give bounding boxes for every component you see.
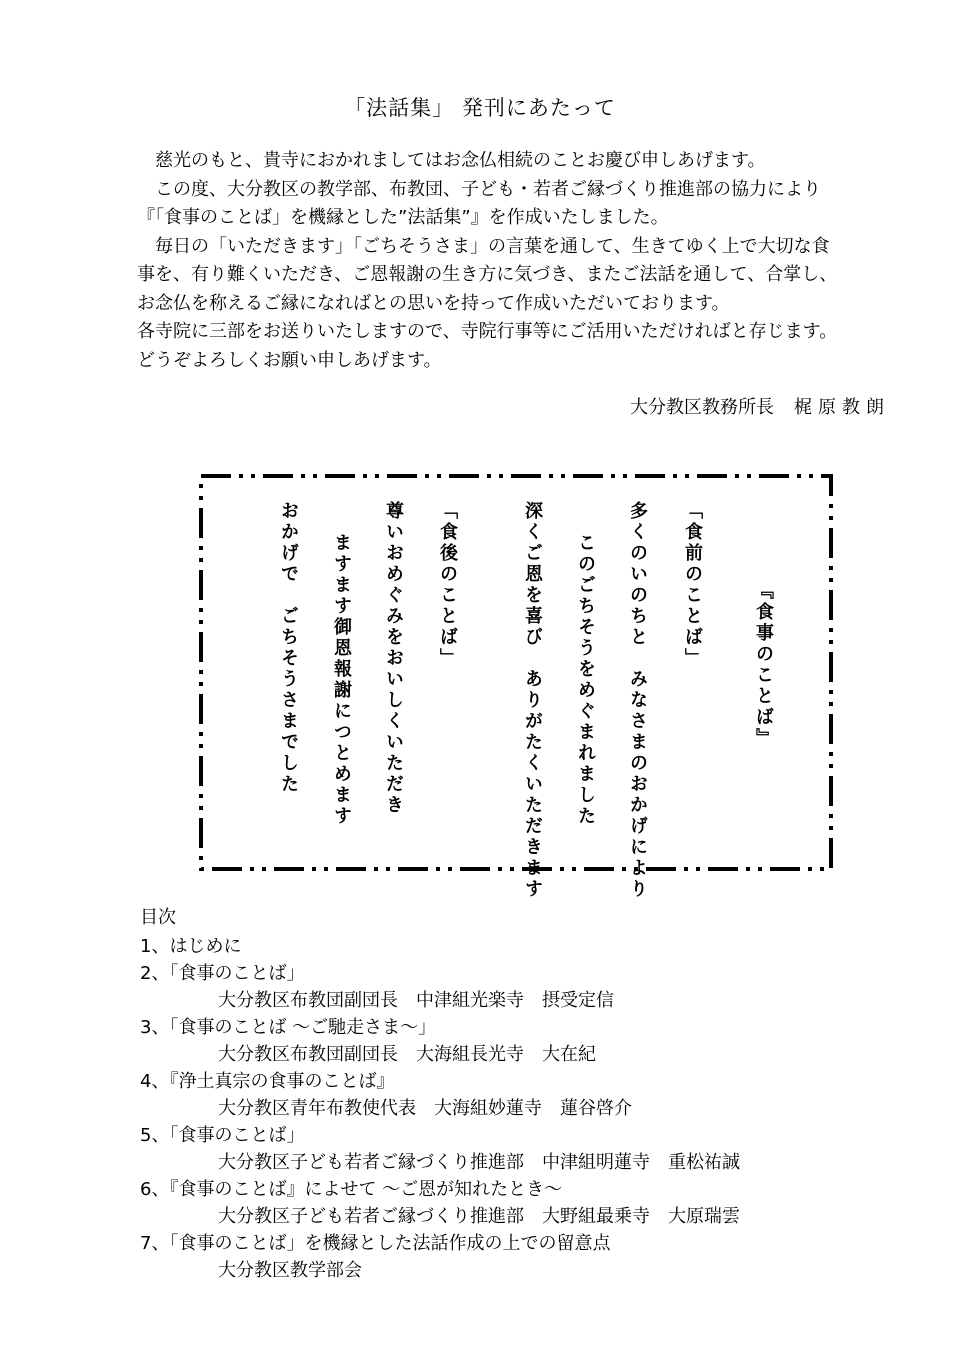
toc-item: 3、「食事のことば ～ご馳走さま～」 bbox=[140, 1017, 437, 1038]
verse-before-line: 多くのいのちと みなさまのおかげにより bbox=[627, 501, 648, 900]
intro-text bbox=[137, 147, 897, 375]
toc-item: 5、「食事のことば」 bbox=[140, 1125, 305, 1146]
verse-heading: 『食事のことば』 bbox=[753, 581, 774, 749]
toc-heading: 目次 bbox=[140, 907, 176, 928]
verse-before-title: 「食前のことば」 bbox=[682, 501, 703, 669]
intro-line: 毎日の「いただきます」「ごちそうさま」の言葉を通して、生きてゆく上で大切な食 bbox=[137, 235, 830, 257]
verse-after-line: 尊いおめぐみをおいしくいただき bbox=[383, 501, 404, 816]
intro-line: 事を、有り難くいただき、ご恩報謝の生き方に気づき、またご法話を通して、合掌し、 bbox=[137, 264, 838, 285]
toc-item-author: 大分教区布教団副団長 大海組長光寺 大在紀 bbox=[218, 1044, 596, 1065]
toc-item: 7、「食事のことば」を機縁とした法話作成の上での留意点 bbox=[140, 1233, 611, 1254]
toc-item: 6、『食事のことば』によせて ～ご恩が知れたとき～ bbox=[140, 1179, 563, 1200]
toc-item: 4、『浄土真宗の食事のことば』 bbox=[140, 1071, 395, 1092]
verse-before-line: このごちそうをめぐまれました bbox=[575, 533, 596, 827]
page-title: 「法話集」 発刊にあたって bbox=[344, 96, 616, 120]
intro-line: お念仏を称えるご縁になればとの思いを持って作成いただいております。 bbox=[137, 292, 730, 314]
toc-item: 2、「食事のことば」 bbox=[140, 963, 305, 984]
toc-item-author: 大分教区布教団副団長 中津組光楽寺 摂受定信 bbox=[218, 990, 614, 1011]
intro-line: 『「食事のことば」を機縁とした”法話集”』を作成いたしました。 bbox=[137, 207, 669, 228]
toc-item-author: 大分教区子ども若者ご縁づくり推進部 中津組明蓮寺 重松祐誠 bbox=[218, 1152, 740, 1173]
toc-item-author: 大分教区青年布教使代表 大海組妙蓮寺 蓮谷啓介 bbox=[218, 1098, 632, 1119]
intro-line: この度、大分教区の教学部、布教団、子ども・若者ご縁づくり推進部の協力により bbox=[137, 178, 821, 200]
verse-after-title: 「食後のことば」 bbox=[437, 501, 458, 669]
verse-after-line: おかげで ごちそうさまでした bbox=[278, 501, 299, 795]
signature bbox=[630, 393, 890, 419]
intro-line: 慈光のもと、貴寺におかれましてはお念仏相続のことお慶び申しあげます。 bbox=[137, 150, 766, 171]
table-of-contents bbox=[140, 904, 740, 1284]
signature-title: 大分教区教務所長 bbox=[630, 397, 774, 418]
toc-item: 1、はじめに bbox=[140, 936, 242, 957]
toc-item-author: 大分教区教学部会 bbox=[218, 1260, 362, 1281]
verse-after-line: ますます御恩報謝につとめます bbox=[331, 533, 352, 827]
intro-line: 各寺院に三部をお送りいたしますので、寺院行事等にご活用いただければと存じます。 bbox=[137, 321, 838, 342]
intro-line: どうぞよろしくお願い申しあげます。 bbox=[137, 349, 442, 371]
signature-name: 梶原教朗 bbox=[794, 397, 890, 418]
verse-box bbox=[198, 473, 834, 900]
verse-before-line: 深くご恩を喜び ありがたくいただきます bbox=[522, 501, 543, 900]
toc-item-author: 大分教区子ども若者ご縁づくり推進部 大野組最乗寺 大原瑞雲 bbox=[218, 1206, 740, 1227]
